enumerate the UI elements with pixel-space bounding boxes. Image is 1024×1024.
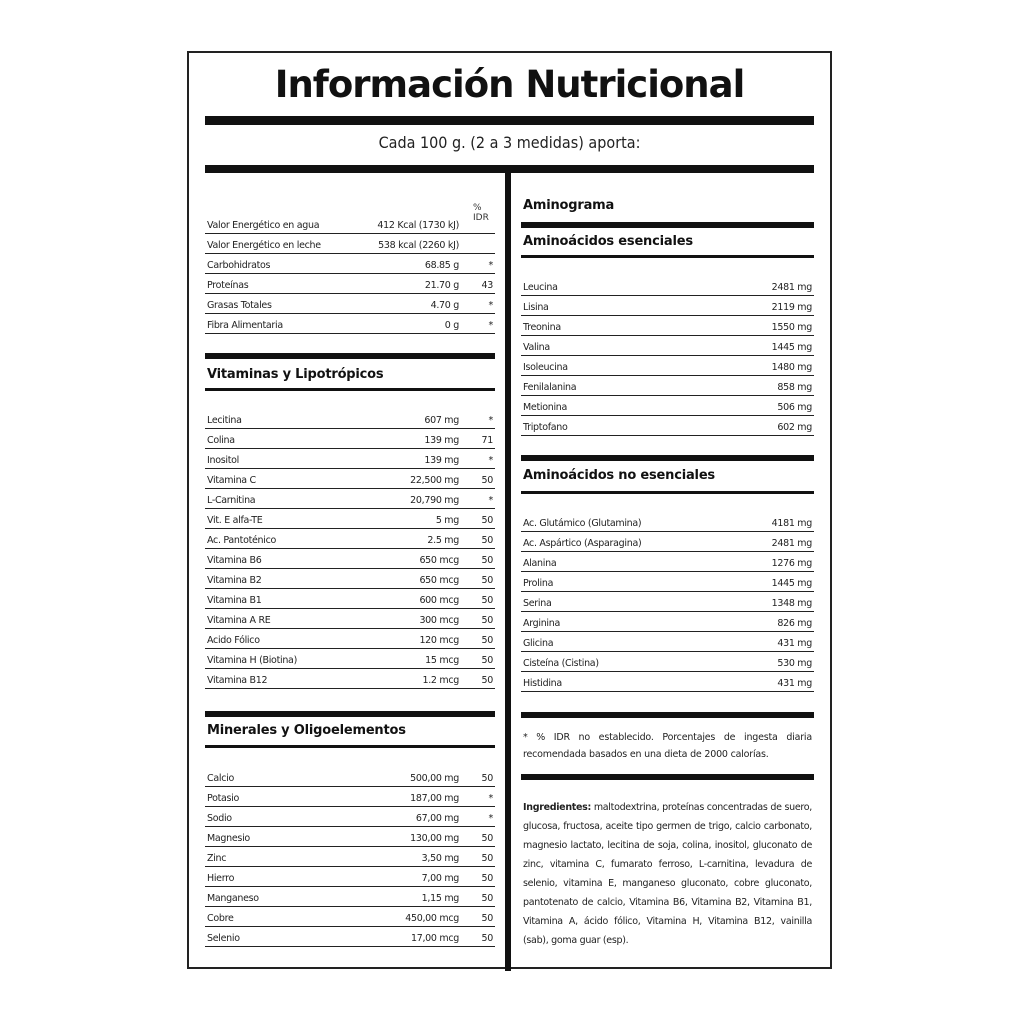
essential-heading: Aminoácidos esenciales — [523, 234, 693, 249]
table-row — [205, 429, 495, 449]
row-idr: 50 — [481, 635, 493, 646]
row-name: Vitamina A RE — [207, 615, 271, 626]
row-name: Proteínas — [207, 280, 249, 291]
row-amount: 5 mg — [435, 515, 459, 526]
row-amount: 1445 mg — [771, 342, 812, 353]
row-name: Metionina — [523, 402, 568, 413]
row-idr: 50 — [481, 773, 493, 784]
row-amount: 0 g — [444, 320, 459, 331]
row-name: Lecitina — [207, 415, 242, 426]
row-amount: 2481 mg — [771, 282, 812, 293]
row-name: Cobre — [207, 913, 234, 924]
row-name: Valor Energético en agua — [207, 220, 320, 231]
row-name: Leucina — [523, 282, 558, 293]
nutrition-label-panel — [187, 51, 832, 969]
table-row — [521, 276, 814, 296]
row-name: Histidina — [523, 678, 562, 689]
row-name: Triptofano — [523, 422, 568, 433]
row-idr: * — [488, 320, 493, 331]
table-row — [521, 296, 814, 316]
table-row — [205, 509, 495, 529]
row-amount: 22,500 mg — [410, 475, 459, 486]
row-name: Sodio — [207, 813, 232, 824]
row-amount: 4.70 g — [430, 300, 459, 311]
row-amount: 450,00 mcg — [405, 913, 459, 924]
row-name: Ac. Pantoténico — [207, 535, 277, 546]
row-amount: 431 mg — [777, 638, 812, 649]
table-row — [521, 376, 814, 396]
row-amount: 68.85 g — [424, 260, 459, 271]
row-idr: * — [488, 455, 493, 466]
row-name: Vitamina B6 — [207, 555, 262, 566]
table-row — [205, 927, 495, 947]
row-idr: 50 — [481, 575, 493, 586]
row-name: Manganeso — [207, 893, 259, 904]
vitamins-heading: Vitaminas y Lipotrópicos — [207, 367, 384, 382]
row-amount: 431 mg — [777, 678, 812, 689]
column-divider — [505, 171, 511, 971]
ingredients-label: Ingredientes: — [523, 802, 592, 813]
row-amount: 650 mcg — [419, 575, 459, 586]
table-row — [205, 807, 495, 827]
footnote-top-rule — [521, 712, 814, 718]
row-idr: * — [488, 813, 493, 824]
row-amount: 602 mg — [777, 422, 812, 433]
minerals-bottom-rule — [205, 745, 495, 748]
aminogram-heading: Aminograma — [523, 198, 615, 213]
row-amount: 650 mcg — [419, 555, 459, 566]
row-idr: 50 — [481, 595, 493, 606]
row-idr: * — [488, 793, 493, 804]
row-idr: 50 — [481, 535, 493, 546]
row-amount: 139 mg — [424, 455, 459, 466]
row-name: Ac. Aspártico (Asparagina) — [523, 538, 642, 549]
minerals-top-rule — [205, 711, 495, 717]
row-amount: 600 mcg — [419, 595, 459, 606]
row-name: Vitamina B2 — [207, 575, 262, 586]
ingredients-block — [523, 798, 812, 950]
row-idr: 50 — [481, 475, 493, 486]
table-row — [521, 396, 814, 416]
table-row — [205, 609, 495, 629]
left-column — [205, 173, 499, 963]
row-amount: 300 mcg — [419, 615, 459, 626]
row-amount: 2119 mg — [771, 302, 812, 313]
row-amount: 506 mg — [777, 402, 812, 413]
row-amount: 1276 mg — [771, 558, 812, 569]
row-amount: 1,15 mg — [421, 893, 459, 904]
row-idr: 50 — [481, 555, 493, 566]
row-idr: 43 — [481, 280, 493, 291]
row-amount: 500,00 mg — [410, 773, 459, 784]
table-row — [205, 629, 495, 649]
row-idr: * — [488, 300, 493, 311]
row-idr: 50 — [481, 853, 493, 864]
nonessential-top-rule — [521, 455, 814, 461]
row-name: Treonina — [523, 322, 561, 333]
table-row — [205, 669, 495, 689]
table-row — [521, 552, 814, 572]
table-row — [205, 254, 495, 274]
row-idr: 50 — [481, 893, 493, 904]
table-row — [205, 867, 495, 887]
row-name: Inositol — [207, 455, 240, 466]
table-row — [521, 652, 814, 672]
row-amount: 1550 mg — [771, 322, 812, 333]
row-name: Magnesio — [207, 833, 250, 844]
table-row — [205, 847, 495, 867]
table-row — [521, 316, 814, 336]
row-amount: 607 mg — [424, 415, 459, 426]
row-name: Serina — [523, 598, 552, 609]
row-amount: 2.5 mg — [427, 535, 459, 546]
table-row — [205, 529, 495, 549]
nonessential-amino-table — [521, 512, 814, 692]
row-amount: 1348 mg — [771, 598, 812, 609]
row-name: Arginina — [523, 618, 561, 629]
table-row — [205, 294, 495, 314]
table-row — [205, 767, 495, 787]
table-row — [205, 649, 495, 669]
essential-rule — [521, 255, 814, 258]
minerals-heading: Minerales y Oligoelementos — [207, 723, 406, 738]
row-amount: 67,00 mg — [415, 813, 459, 824]
idr-footnote: * % IDR no establecido. Porcentajes de ingesta diaria recomendada basados en una dieta de 2000 calorías. — [523, 732, 812, 760]
vitamins-top-rule — [205, 353, 495, 359]
row-name: Potasio — [207, 793, 240, 804]
row-amount: 858 mg — [777, 382, 812, 393]
energy-table — [205, 214, 495, 334]
row-name: Calcio — [207, 773, 234, 784]
row-amount: 1445 mg — [771, 578, 812, 589]
table-row — [205, 907, 495, 927]
vitamins-bottom-rule — [205, 388, 495, 391]
row-name: Vitamina C — [207, 475, 256, 486]
row-name: Grasas Totales — [207, 300, 272, 311]
table-row — [205, 887, 495, 907]
row-name: Colina — [207, 435, 235, 446]
table-row — [205, 234, 495, 254]
row-idr: 50 — [481, 833, 493, 844]
row-idr: 50 — [481, 913, 493, 924]
row-idr: 50 — [481, 675, 493, 686]
row-name: Alanina — [523, 558, 557, 569]
table-row — [521, 592, 814, 612]
row-name: Cisteína (Cistina) — [523, 658, 599, 669]
table-row — [205, 549, 495, 569]
ingredients-top-rule — [521, 774, 814, 780]
table-row — [521, 532, 814, 552]
row-name: Isoleucina — [523, 362, 568, 373]
row-name: L-Carnitina — [207, 495, 256, 506]
row-amount: 21.70 g — [424, 280, 459, 291]
nonessential-rule — [521, 491, 814, 494]
table-row — [205, 409, 495, 429]
row-amount: 4181 mg — [771, 518, 812, 529]
table-row — [205, 469, 495, 489]
table-row — [521, 356, 814, 376]
row-name: Vit. E alfa-TE — [207, 515, 263, 526]
row-amount: 187,00 mg — [410, 793, 459, 804]
row-amount: 3,50 mg — [421, 853, 459, 864]
row-idr: * — [488, 260, 493, 271]
essential-amino-table — [521, 276, 814, 436]
row-name: Acido Fólico — [207, 635, 260, 646]
row-amount: 130,00 mg — [410, 833, 459, 844]
row-amount: 826 mg — [777, 618, 812, 629]
table-row — [521, 512, 814, 532]
row-name: Valor Energético en leche — [207, 240, 321, 251]
table-row — [521, 336, 814, 356]
row-name: Zinc — [207, 853, 227, 864]
table-row — [205, 589, 495, 609]
row-name: Vitamina B12 — [207, 675, 268, 686]
ingredients-text: maltodextrina, proteínas concentradas de suero, glucosa, fructosa, aceite tipo germen de trigo, calcio carbonato, magnesio lactato, lecitina de soja, colina, inositol, gluconato de zinc, vitamina C, fumarato ferroso, L-carnitina, levadura de selenio, vitamina E, manganeso gluconato, cobre gluconato, pantotenato de calcio, Vitamina B6, Vitamina B2, Vitamina B1, Vitamina A, ácido fólico, Vitamina H, Vitamina B12, vainilla (sab), goma guar (esp). — [523, 802, 812, 946]
table-row — [521, 612, 814, 632]
vitamins-table — [205, 409, 495, 689]
table-row — [521, 416, 814, 436]
row-idr: 50 — [481, 933, 493, 944]
row-amount: 15 mcg — [425, 655, 459, 666]
row-name: Hierro — [207, 873, 235, 884]
row-idr: * — [488, 415, 493, 426]
row-idr: 50 — [481, 515, 493, 526]
page-title: Información Nutricional — [274, 63, 745, 106]
row-amount: 538 kcal (2260 kJ) — [378, 240, 459, 251]
row-amount: 20,790 mg — [410, 495, 459, 506]
table-row — [205, 274, 495, 294]
row-amount: 1.2 mcg — [422, 675, 459, 686]
row-name: Prolina — [523, 578, 554, 589]
idr-header: % IDR — [473, 203, 489, 223]
row-name: Vitamina B1 — [207, 595, 262, 606]
nonessential-heading: Aminoácidos no esenciales — [523, 468, 715, 483]
row-amount: 530 mg — [777, 658, 812, 669]
table-row — [205, 214, 495, 234]
minerals-table — [205, 767, 495, 947]
row-amount: 120 mcg — [419, 635, 459, 646]
row-amount: 7,00 mg — [421, 873, 459, 884]
row-idr: 71 — [481, 435, 493, 446]
table-row — [205, 314, 495, 334]
right-column — [521, 173, 816, 963]
table-row — [205, 569, 495, 589]
row-amount: 412 Kcal (1730 kJ) — [377, 220, 459, 231]
row-idr: 50 — [481, 615, 493, 626]
table-row — [521, 632, 814, 652]
row-amount: 17,00 mcg — [410, 933, 459, 944]
row-amount: 2481 mg — [771, 538, 812, 549]
row-name: Valina — [523, 342, 550, 353]
row-name: Fenilalanina — [523, 382, 577, 393]
aminogram-rule — [521, 222, 814, 228]
row-amount: 1480 mg — [771, 362, 812, 373]
table-row — [521, 572, 814, 592]
row-name: Ac. Glutámico (Glutamina) — [523, 518, 642, 529]
row-idr: 50 — [481, 873, 493, 884]
row-name: Vitamina H (Biotina) — [207, 655, 297, 666]
row-amount: 139 mg — [424, 435, 459, 446]
row-name: Fibra Alimentaria — [207, 320, 283, 331]
table-row — [521, 672, 814, 692]
title-rule — [205, 116, 814, 125]
row-idr: 50 — [481, 655, 493, 666]
serving-subtitle: Cada 100 g. (2 a 3 medidas) aporta: — [378, 133, 641, 152]
row-name: Carbohidratos — [207, 260, 271, 271]
table-row — [205, 827, 495, 847]
row-name: Lisina — [523, 302, 549, 313]
table-row — [205, 787, 495, 807]
table-row — [205, 489, 495, 509]
row-name: Selenio — [207, 933, 240, 944]
row-name: Glicina — [523, 638, 554, 649]
row-idr: * — [488, 495, 493, 506]
table-row — [205, 449, 495, 469]
